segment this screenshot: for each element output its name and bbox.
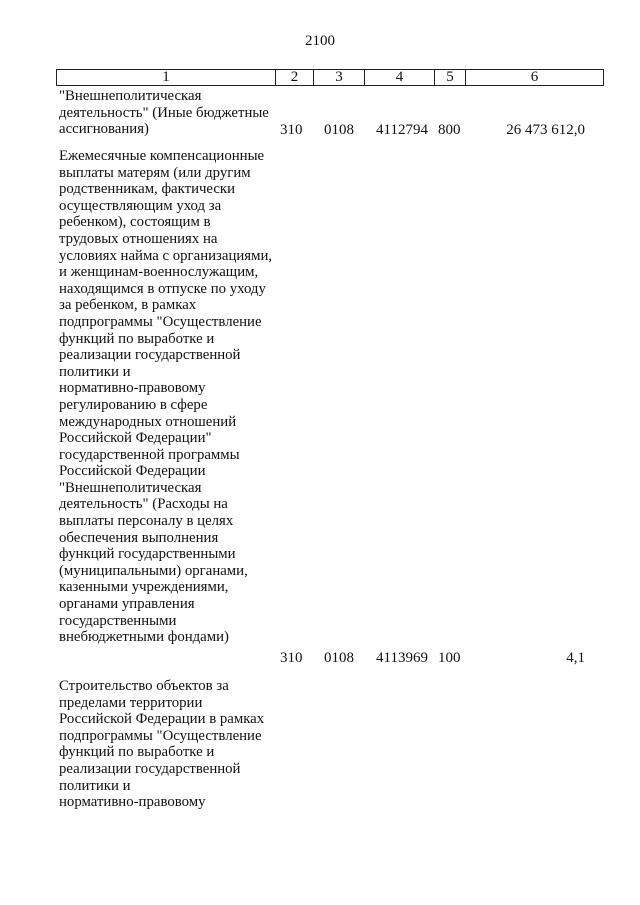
row-description xyxy=(59,88,275,138)
description-line: казенными учреждениями, xyxy=(59,579,229,596)
cell-col3: 0108 xyxy=(324,650,354,666)
description-line: условиях найма с организациями, xyxy=(59,247,273,264)
description-line: нормативно-правовому xyxy=(59,380,206,397)
description-line: политики и xyxy=(59,363,131,380)
description-line: ребенком), состоящим в xyxy=(59,214,211,231)
description-line: родственникам, фактически xyxy=(59,181,236,198)
description-line: политики и xyxy=(59,777,131,794)
cell-col5: 100 xyxy=(438,650,461,666)
description-line: выплаты персоналу в целях xyxy=(59,513,234,530)
description-line: Ежемесячные компенсационные xyxy=(59,148,265,164)
description-line: внебюджетными фондами) xyxy=(59,629,229,646)
cell-col6: 4,1 xyxy=(566,650,585,666)
description-line: государственными xyxy=(59,612,177,629)
cell-col2: 310 xyxy=(280,650,303,666)
description-line: органами управления xyxy=(59,596,195,613)
table-row xyxy=(56,148,603,668)
description-line: трудовых отношениях на xyxy=(59,230,218,247)
column-header-1: 1 xyxy=(57,70,276,86)
column-header-4: 4 xyxy=(365,70,435,86)
column-header-2: 2 xyxy=(276,70,314,86)
cell-col5: 800 xyxy=(438,122,461,138)
column-header-5: 5 xyxy=(435,70,466,86)
description-line: подпрограммы "Осуществление xyxy=(59,313,262,330)
cell-col4: 4112794 xyxy=(376,122,428,138)
cell-col3: 0108 xyxy=(324,122,354,138)
description-line: реализации государственной xyxy=(59,347,241,364)
description-line: осуществляющим уход за xyxy=(59,197,222,214)
description-line: функций государственными xyxy=(59,546,236,563)
description-line: государственной программы xyxy=(59,446,240,463)
description-line: находящимся в отпуске по уходу xyxy=(59,280,266,297)
description-line: (муниципальными) органами, xyxy=(59,562,248,579)
description-line: функций по выработке и xyxy=(59,744,215,761)
description-line: деятельность" (Иные бюджетные xyxy=(59,104,269,121)
description-line: регулированию в сфере xyxy=(59,396,208,413)
description-line: международных отношений xyxy=(59,413,237,430)
description-line: деятельность" (Расходы на xyxy=(59,496,228,513)
description-line: пределами территории xyxy=(59,694,203,711)
cell-col2: 310 xyxy=(280,122,303,138)
row-description xyxy=(59,148,275,646)
description-line: Российской Федерации" xyxy=(59,430,212,447)
description-line: реализации государственной xyxy=(59,760,241,777)
description-line: ассигнования) xyxy=(59,121,149,138)
row-description xyxy=(59,678,275,811)
description-line: нормативно-правовому xyxy=(59,794,206,811)
description-line: за ребенком, в рамках xyxy=(59,297,197,314)
description-line: функций по выработке и xyxy=(59,330,215,347)
description-line: "Внешнеполитическая xyxy=(59,88,202,104)
description-line: и женщинам-военнослужащим, xyxy=(59,264,259,281)
description-line: Российской Федерации в рамках xyxy=(59,711,265,728)
description-line: обеспечения выполнения xyxy=(59,529,219,546)
cell-col4: 4113969 xyxy=(376,650,428,666)
table-row xyxy=(56,88,603,148)
page-number: 2100 xyxy=(305,33,335,49)
column-header-3: 3 xyxy=(314,70,365,86)
cell-col6: 26 473 612,0 xyxy=(506,122,585,138)
table-row xyxy=(56,678,603,818)
description-line: Российской Федерации xyxy=(59,463,206,480)
description-line: Строительство объектов за xyxy=(59,678,229,694)
column-header-6: 6 xyxy=(466,70,604,86)
description-line: подпрограммы "Осуществление xyxy=(59,727,262,744)
column-header-table xyxy=(56,69,604,86)
description-line: "Внешнеполитическая xyxy=(59,479,202,496)
description-line: выплаты матерям (или другим xyxy=(59,164,251,181)
column-header-row xyxy=(57,70,604,86)
